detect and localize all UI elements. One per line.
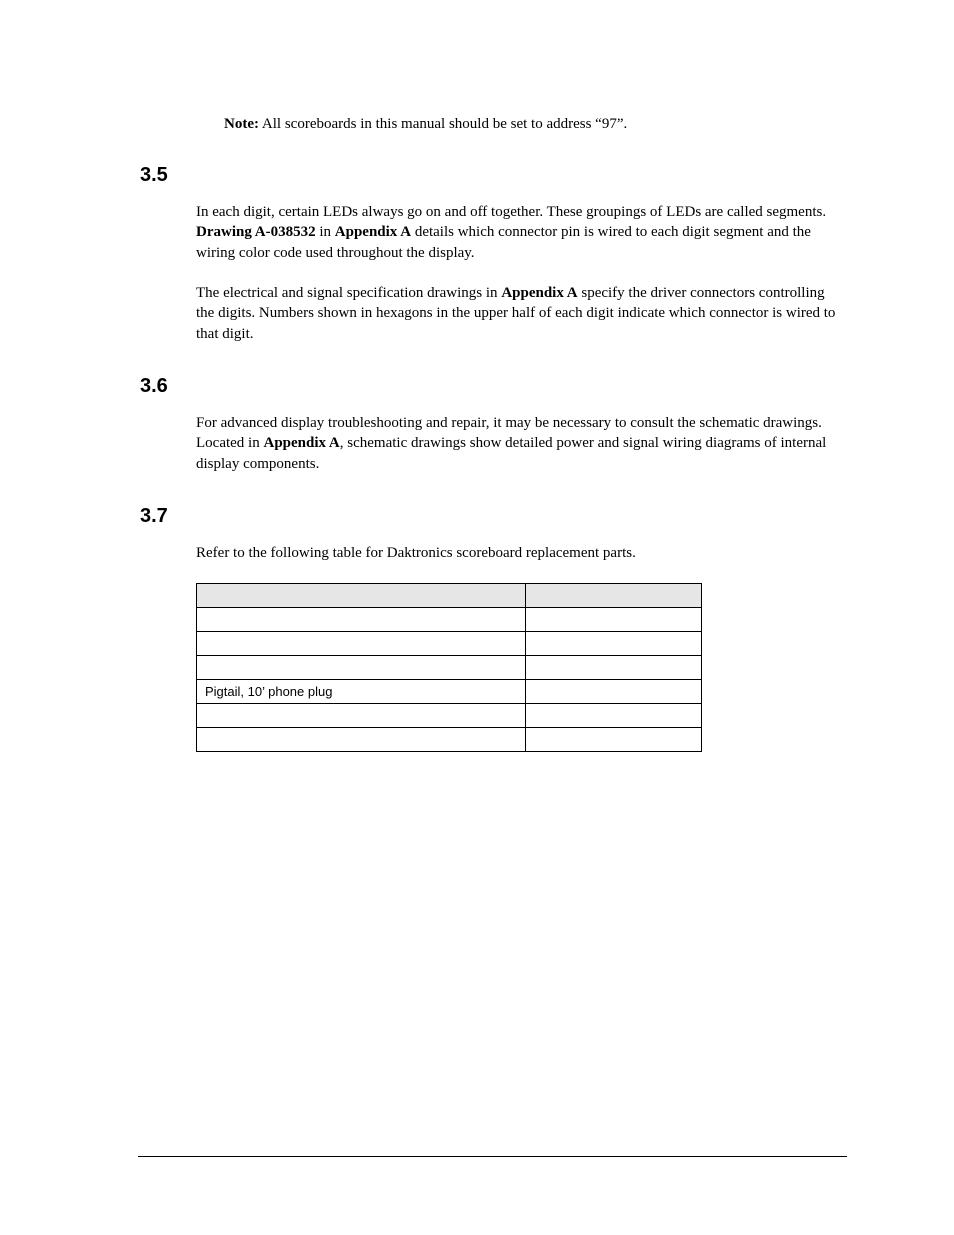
text-run: , schematic drawings show detailed power and signal wiring diagrams of internal display components. — [196, 435, 827, 472]
text-run: In each digit, certain LEDs always go on and off together. These groupings of LEDs are called segments. — [196, 204, 827, 220]
note — [224, 114, 627, 134]
footer-divider — [138, 1156, 847, 1157]
table-row — [197, 632, 702, 656]
note-label: Note: — [224, 116, 259, 132]
table-cell — [526, 656, 702, 680]
appendix-reference: Appendix A — [334, 224, 412, 241]
table-row — [197, 704, 702, 728]
text-run: specify the driver connectors controlling the digits. Numbers shown in hexagons in the upper half of each digit indicate which connector is wired to that digit. — [196, 285, 836, 342]
table-cell — [197, 632, 526, 656]
section-number-3-5: 3.5 — [140, 164, 168, 186]
table-cell — [526, 608, 702, 632]
table-row — [197, 608, 702, 632]
segments-paragraph — [196, 202, 846, 263]
appendix-reference: Appendix A — [263, 435, 340, 452]
text-run: For advanced display troubleshooting and repair, it may be necessary to consult the schematic drawings. Located in — [196, 415, 822, 452]
table-row — [197, 728, 702, 752]
table-cell — [526, 728, 702, 752]
replacement-parts-paragraph — [196, 543, 846, 563]
table-cell — [526, 632, 702, 656]
text-run: details which connector pin is wired to each digit segment and the wiring color code used throughout the display. — [196, 224, 811, 261]
table-cell — [526, 680, 702, 704]
table-header-row — [197, 584, 702, 608]
table-row — [197, 680, 702, 704]
appendix-reference: Appendix A — [501, 285, 578, 301]
table-cell — [526, 704, 702, 728]
drawing-reference: Drawing A-038532 — [196, 224, 316, 241]
table-cell — [197, 608, 526, 632]
section-number-3-7: 3.7 — [140, 505, 168, 527]
section-number-3-6: 3.6 — [140, 375, 168, 397]
table-cell: Pigtail, 10’ phone plug — [197, 680, 526, 704]
table-header-cell — [197, 584, 526, 608]
table-row — [197, 656, 702, 680]
text-run: Refer to the following table for Daktronics scoreboard replacement parts. — [196, 545, 636, 561]
driver-connectors-paragraph — [196, 283, 846, 344]
table-header-cell — [526, 584, 702, 608]
table-cell — [197, 704, 526, 728]
text-run: The electrical and signal specification drawings in — [196, 285, 502, 301]
replacement-parts-table — [196, 583, 702, 752]
table-cell — [197, 728, 526, 752]
table-cell — [197, 656, 526, 680]
note-text: All scoreboards in this manual should be set to address “97”. — [258, 116, 628, 132]
schematics-paragraph — [196, 413, 846, 474]
text-run: in — [315, 224, 335, 241]
